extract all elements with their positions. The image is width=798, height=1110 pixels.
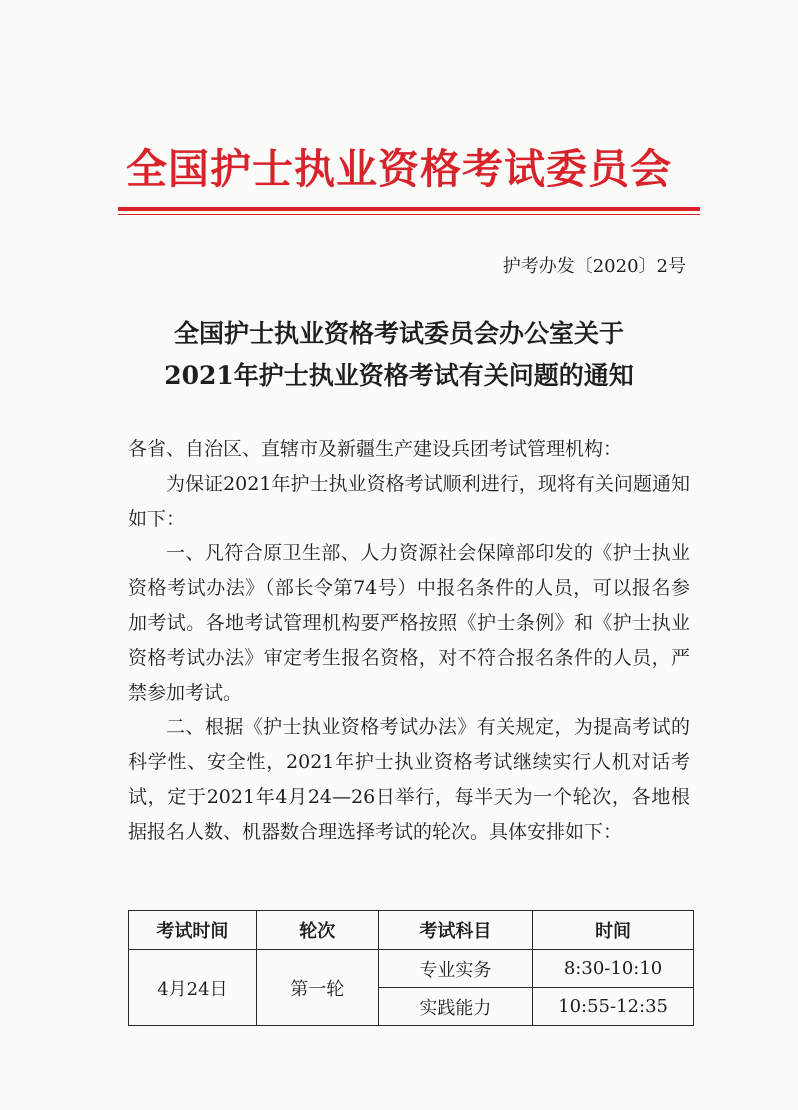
table-row	[129, 950, 694, 988]
cell-date: 4月24日	[129, 950, 257, 1026]
cell-time: 8:30-10:10	[533, 950, 694, 988]
cell-round: 第一轮	[256, 950, 378, 1026]
intro-paragraph: 为保证2021年护士执业资格考试顺利进行，现将有关问题通知如下：	[128, 472, 690, 530]
table-header-row	[129, 911, 694, 950]
cell-subject: 实践能力	[378, 988, 532, 1026]
header-exam-date: 考试时间	[129, 911, 257, 950]
notice-title-line-1: 全国护士执业资格考试委员会办公室关于	[173, 319, 624, 348]
header-time: 时间	[533, 911, 694, 950]
letterhead-title: 全国护士执业资格考试委员会	[126, 145, 672, 193]
notice-body	[128, 432, 690, 850]
cell-subject: 专业实务	[378, 950, 532, 988]
salutation: 各省、自治区、直辖市及新疆生产建设兵团考试管理机构：	[128, 438, 623, 460]
cell-time: 10:55-12:35	[533, 988, 694, 1026]
document-number: 护考办发〔2020〕2号	[502, 256, 686, 277]
notice-title-line-2: 2021年护士执业资格考试有关问题的通知	[164, 361, 634, 390]
letterhead-rule-thin	[118, 214, 700, 215]
letterhead-rule-thick	[118, 207, 700, 211]
header-round: 轮次	[256, 911, 378, 950]
item-2-paragraph: 二、根据《护士执业资格考试办法》有关规定，为提高考试的科学性、安全性，2021年护士执业资格考试继续实行人机对话考试，定于2021年4月24—26日举行，每半天为一个轮次，各地根据报名人数、机器数合理选择考试的轮次。具体安排如下：	[128, 716, 690, 843]
item-1-paragraph: 一、凡符合原卫生部、人力资源社会保障部印发的《护士执业资格考试办法》（部长令第74号）中报名条件的人员，可以报名参加考试。各地考试管理机构要严格按照《护士条例》和《护士执业资格考试办法》审定考生报名资格，对不符合报名条件的人员，严禁参加考试。	[128, 542, 690, 704]
exam-schedule-table	[128, 910, 694, 1026]
header-subject: 考试科目	[378, 911, 532, 950]
